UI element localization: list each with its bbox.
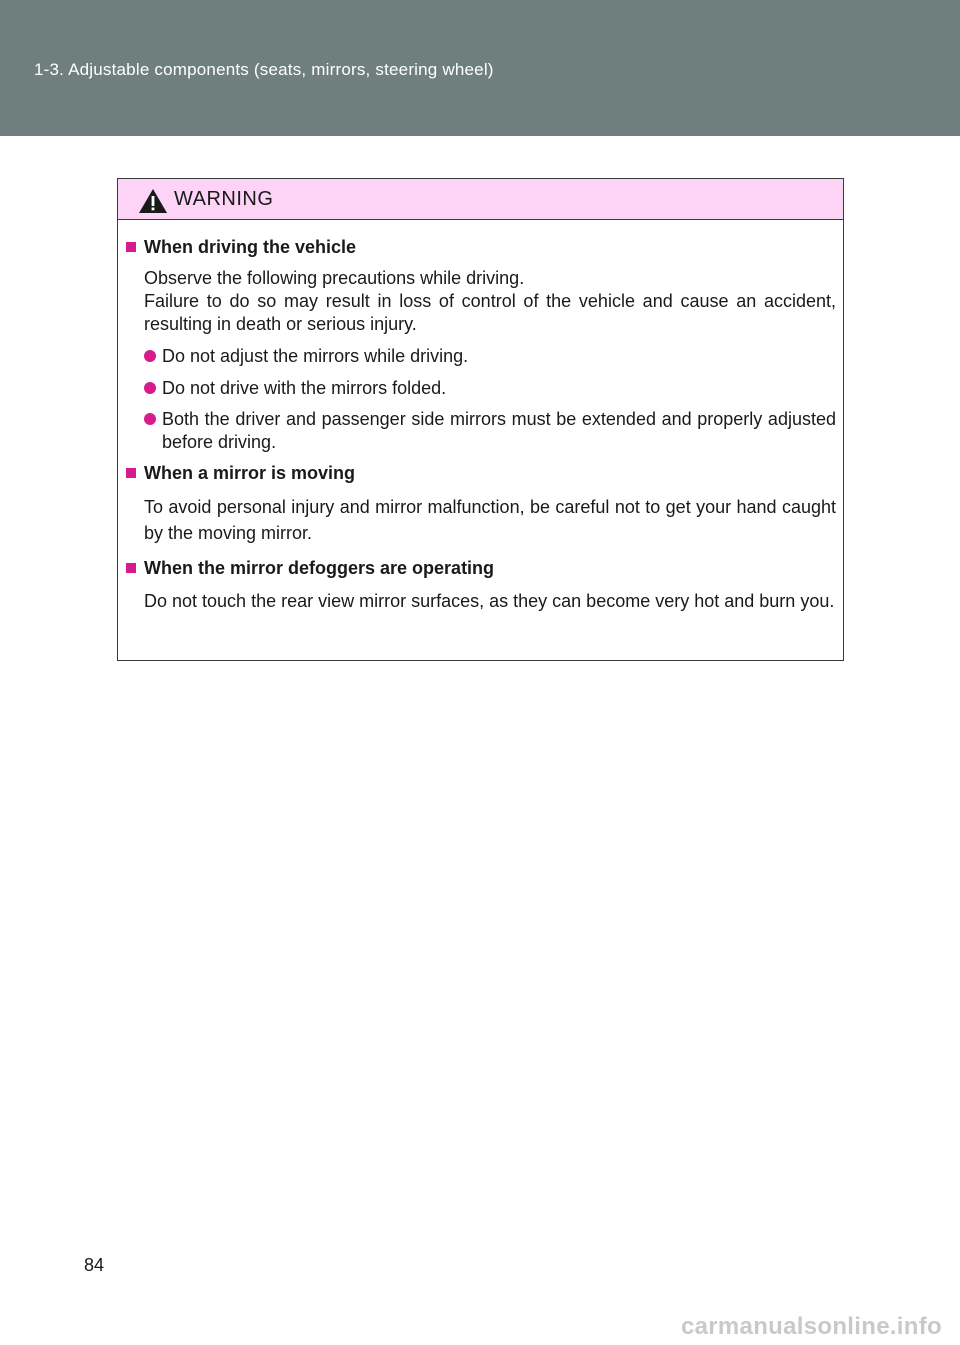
square-bullet-icon [126,242,136,252]
list-item [144,408,836,454]
watermark: carmanualsonline.info [680,1313,942,1340]
section-heading-text: When a mirror is moving [144,463,356,483]
square-bullet-icon [126,563,136,573]
section-heading-defoggers [126,558,494,579]
warning-box [117,178,844,661]
page-number: 84 [84,1255,105,1275]
warning-triangle-icon [138,188,168,214]
circle-bullet-icon [144,382,156,394]
section-heading-text: When driving the vehicle [144,237,357,257]
list-item [144,377,836,400]
warning-title: WARNING [174,188,274,210]
list-item [144,345,836,368]
section-heading-driving [126,237,356,258]
list-item-text: Both the driver and passenger side mirrors must be extended and properly adjusted before driving. [162,409,836,452]
list-item-text: Do not drive with the mirrors folded. [162,378,447,398]
section-header-band [0,0,960,136]
circle-bullet-icon [144,413,156,425]
warning-header [118,179,843,220]
paragraph: Do not touch the rear view mirror surfaces, as they can become very hot and burn you. [144,591,835,611]
paragraph: Failure to do so may result in loss of control of the vehicle and cause an accident, resulting in death or serious injury. [144,291,836,334]
paragraph: Observe the following precautions while driving. [144,268,525,288]
circle-bullet-icon [144,350,156,362]
section-title: 1-3. Adjustable components (seats, mirrors, steering wheel) [34,60,494,79]
paragraph: To avoid personal injury and mirror malfunction, be careful not to get your hand caught by the moving mirror. [144,497,836,543]
square-bullet-icon [126,468,136,478]
section-heading-mirror-moving [126,463,355,484]
list-item-text: Do not adjust the mirrors while driving. [162,346,469,366]
section-heading-text: When the mirror defoggers are operating [144,558,495,578]
